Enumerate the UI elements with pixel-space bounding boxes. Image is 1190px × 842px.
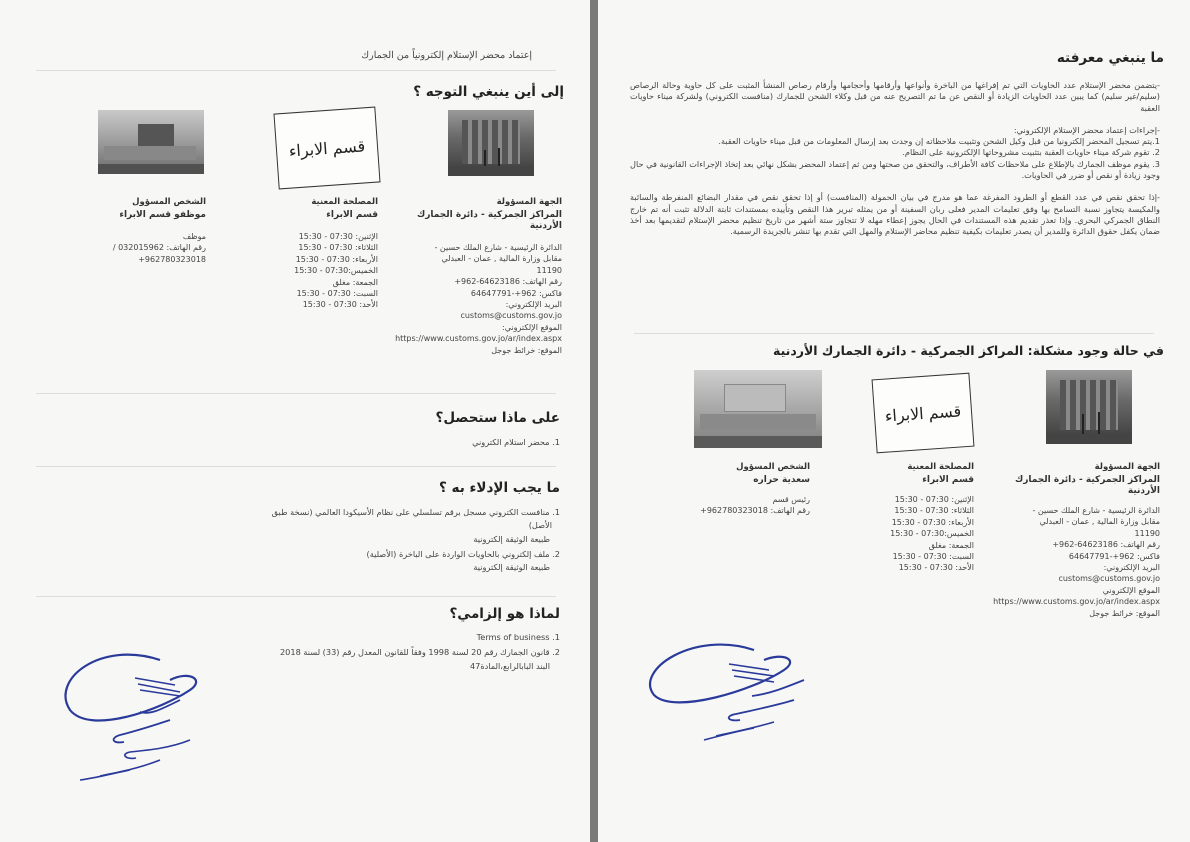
concerned-department-column: المصلحة المعنية قسم الابراء الإثنين: 07:30 - 15:30 الثلاثاء: 07:30 - 15:30 الأربعاء: 07:30 - 15:30 الخميس:07:30 - 15:30 الجمعة: مغلق السبت: 07:30 - 15:30 الأحد: 07:30 - 15:30 <box>258 197 378 311</box>
left-page <box>0 0 590 842</box>
responsible-entity-column: الجهة المسؤولة المراكز الجمركية - دائرة الجمارك الأردنية الدائرة الرئيسية - شارع الملك حسين - مقابل وزارة المالية , عمان - العبدلي 11190 رقم الهاتف: 64623186-962+ فاكس: 962+-64647791 البريد الإلكتروني: customs@customs.gov.jo الموقع الإلكتروني https://www.customs.gov.jo/ar/index.aspx الموقع: خرائط جوجل <box>985 462 1160 619</box>
what-to-know-heading: ما ينبغي معرفته <box>1056 50 1164 66</box>
what-you-get-heading: على ماذا ستحصل؟ <box>435 410 560 426</box>
department-stamp: قسم الابراء <box>872 373 975 454</box>
responsible-entity-label: الجهة المسؤولة <box>496 197 562 207</box>
working-hours: الإثنين: 07:30 - 15:30 الثلاثاء: 07:30 - 15:30 الأربعاء: 07:30 - 15:30 الخميس:07:30 - 15:30 الجمعة: مغلق السبت: 07:30 - 15:30 الأحد: 07:30 - 15:30 <box>890 495 974 573</box>
responsible-entity-column <box>392 197 562 356</box>
responsible-entity-details: الدائرة الرئيسية - شارع الملك حسين - مقابل وزارة المالية , عمان - العبدلي 11190 رقم الهاتف: 64623186-962+ فاكس: 962+-64647791 البريد الإلكتروني: customs@customs.gov.jo الموقع الإلكتروني: https://www.customs.gov.jo/ar/index.aspx الموقع: خرائط جوجل <box>392 242 562 356</box>
problem-heading: في حالة وجود مشكلة: المراكز الجمركية - دائرة الجمارك الأردنية <box>772 343 1164 358</box>
contact-person-column: الشخص المسؤول سعدية حراره رئيس قسم رقم الهاتف: 962780323018+ <box>700 462 810 516</box>
google-maps-link[interactable]: الموقع: خرائط جوجل <box>491 345 562 355</box>
why-mandatory-heading: لماذا هو إلزامي؟ <box>449 606 560 622</box>
handwritten-signature-right <box>624 630 824 750</box>
website-link[interactable]: https://www.customs.gov.jo/ar/index.aspx <box>993 597 1160 607</box>
building-photo <box>1046 370 1132 444</box>
office-photo <box>694 370 822 448</box>
concerned-department-column: المصلحة المعنية قسم الابراء الإثنين: 07:30 - 15:30 الثلاثاء: 07:30 - 15:30 الأربعاء: 07:30 - 15:30 الخميس:07:30 - 15:30 الجمعة: مغلق السبت: 07:30 - 15:30 الأحد: 07:30 - 15:30 <box>854 462 974 574</box>
responsible-entity-name: المراكز الجمركية - دائرة الجمارك الأردنية <box>416 210 562 231</box>
why-mandatory-list: 1. Terms of business 2. قانون الجمارك رقم 20 لسنة 1998 وفقاً للقانون المعدل رقم (33) لسنة 2018 البند البابالرابع،المادة47 <box>279 632 560 671</box>
document-header-title: إعتماد محضر الإستلام إلكترونياً من الجمارك <box>361 50 532 61</box>
website-link[interactable]: https://www.customs.gov.jo/ar/index.aspx <box>395 334 562 344</box>
right-page <box>598 0 1190 842</box>
handwritten-signature-left <box>40 640 220 790</box>
what-to-provide-list: 1. منافست الكتروني مسجل برقم تسلسلي على نظام الأسيكودا العالمي (نسخة طبق الأصل) طبيعة الوثيقة إلكترونية 2. ملف إلكتروني بالحاويات الواردة على الباخرة (الأصلية) طبيعة الوثيقة إلكترونية <box>271 507 560 573</box>
building-photo <box>448 110 534 176</box>
what-you-get-list: 1. محضر استلام الكتروني <box>472 437 560 447</box>
contact-person-column: الشخص المسؤول موظفو قسم الابراء موظف رقم الهاتف: 032015962 / 962780323018+ <box>112 197 206 264</box>
google-maps-link[interactable]: الموقع: خرائط جوجل <box>1089 608 1160 618</box>
department-stamp: قسم الابراء <box>273 107 380 190</box>
what-to-provide-heading: ما يجب الإدلاء به ؟ <box>439 480 560 496</box>
working-hours: الإثنين: 07:30 - 15:30 الثلاثاء: 07:30 - 15:30 الأربعاء: 07:30 - 15:30 الخميس:07:30 - 15:30 الجمعة: مغلق السبت: 07:30 - 15:30 الأحد: 07:30 - 15:30 <box>294 232 378 310</box>
where-heading: إلى أين ينبغي التوجه ؟ <box>413 84 564 100</box>
office-photo <box>98 110 204 174</box>
what-to-know-text: -يتضمن محضر الإستلام عدد الحاويات التي تم إفراغها من الباخرة وأنواعها وأرقامها وأحجامها وأرقام رصاص المنشأ المثبت على كل حاوية وحالة الرصاص (سليم/غير سليم) كما يبين عدد الحاويات الزيادة أو النقص عن ما تم التصريح عنه من قبل وكلاء الشحن للجمارك (منافست الكتروني) ولشركة ميناء حاويات العقبة -إجراءات إعتماد محضر الإستلام الإلكتروني: 1.يتم تسجيل المحضر إلكترونيا من قبل وكيل الشحن وتثبيت ملاحظاته إن وجدت بعد إرسال المعلومات من قبل ميناء حاويات العقبة. 2. تقوم شركة ميناء حاويات العقبة بتثبيت مشروحاتها الإلكترونية على النظام. 3. يقوم موظف الجمارك بالإطلاع على ملاحظات كافة الأطراف، والتحقق من صحتها ومن ثم إعتماد المحضر بشكل نهائي بعد إتخاذ الإجراءات القانونية في حال وجود زيادة أو نقص أو ضرر في الحاويات. -إذا تحقق نقص في عدد القطع أو الطرود المفرغة عما هو مدرج في بيان الحمولة (المنافست) أو إذا تحقق نقص في مقدار البضائع المنفرطة والسائبة والمكيسة يتجاوز نسبة التسامح بها وفق تعليمات المدير فعلى ربان السفينة أو من يمثله تبرير هذا النقص وتأييده بمستندات ثابتة الدلالة تثبت أنه تم خارج النطاق الجمركي البحري. وإذا تعذر تقديم هذه المستندات في الحال يجوز إعطاء مهله لا تتجاوز ستة أشهر من تاريخ تنظيم محضر الإستلام لتقديمها بعد أخذ ضمان يكفل حقوق الدائرة وللمدير أن يصدر تعليمات بكيفية تنظيم محاضر الإستلام والمهل التي تقدم بها تنشر بالجريدة الرسمية. <box>630 80 1160 237</box>
